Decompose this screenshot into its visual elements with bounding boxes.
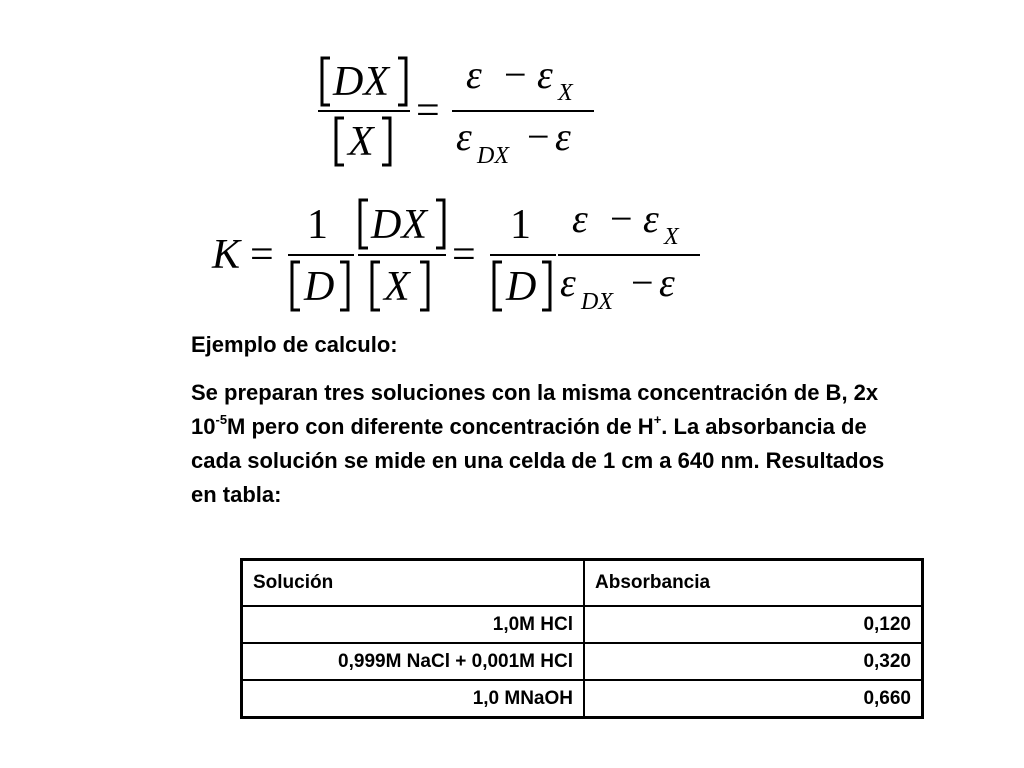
equation-2 bbox=[211, 196, 700, 315]
eq1-minus: − bbox=[504, 52, 527, 97]
exponent: -5 bbox=[215, 411, 228, 427]
results-table bbox=[240, 558, 924, 719]
charge: + bbox=[653, 411, 662, 427]
paragraph-text: Se preparan tres soluciones con la misma concentración de B, 2x 10 bbox=[191, 380, 879, 439]
eq2-epsilon: ε bbox=[659, 260, 675, 305]
eq1-equals: = bbox=[416, 88, 440, 134]
eq2-sub-x: X bbox=[664, 224, 679, 250]
eq2-minus: − bbox=[610, 196, 633, 241]
equations bbox=[0, 0, 1024, 330]
eq2-equals: = bbox=[250, 232, 274, 278]
header-solucion: Solución bbox=[242, 560, 585, 607]
eq1-epsilon: ε bbox=[466, 52, 482, 97]
eq2-equals: = bbox=[452, 232, 476, 278]
eq2-sub-dx: DX bbox=[581, 289, 613, 315]
eq1-sub-x: X bbox=[558, 80, 573, 106]
eq1-epsilon: ε bbox=[456, 114, 472, 159]
eq2-one: 1 bbox=[307, 202, 328, 248]
bracket-left bbox=[494, 262, 502, 310]
eq1-minus: − bbox=[527, 114, 550, 159]
bracket-right bbox=[398, 58, 406, 105]
bracket-left bbox=[372, 262, 380, 310]
cell-solution: 1,0 MNaOH bbox=[242, 680, 585, 718]
bracket-right bbox=[420, 262, 428, 310]
eq1-epsilon: ε bbox=[555, 114, 571, 159]
example-heading: Ejemplo de calculo: bbox=[191, 332, 398, 357]
bracket-left bbox=[336, 118, 344, 165]
eq2-k-symbol: K bbox=[212, 232, 241, 278]
header-absorbancia: Absorbancia bbox=[584, 560, 923, 607]
bracket-right bbox=[542, 262, 550, 310]
eq2-dx: DX bbox=[371, 202, 427, 248]
eq2-epsilon: ε bbox=[560, 260, 576, 305]
cell-solution: 1,0M HCl bbox=[242, 606, 585, 643]
table-row bbox=[242, 643, 923, 680]
table-row bbox=[242, 606, 923, 643]
cell-absorbance: 0,120 bbox=[584, 606, 923, 643]
bracket-left bbox=[322, 58, 330, 105]
bracket-right bbox=[340, 262, 348, 310]
eq2-one: 1 bbox=[510, 202, 531, 248]
paragraph-text: . La absorbancia de cada solución se mide en una celda de 1 cm a 640 nm. Resultados en tabla: bbox=[191, 414, 885, 507]
eq2-x: X bbox=[384, 264, 410, 310]
eq1-sub-dx: DX bbox=[477, 143, 509, 169]
cell-absorbance: 0,320 bbox=[584, 643, 923, 680]
eq2-d: D bbox=[506, 264, 537, 310]
bracket-left bbox=[292, 262, 300, 310]
bracket-left bbox=[360, 200, 368, 248]
eq2-minus: − bbox=[631, 260, 654, 305]
table-header-row bbox=[242, 560, 923, 607]
eq1-lhs-denominator: X bbox=[348, 119, 374, 165]
example-paragraph bbox=[191, 376, 891, 512]
cell-absorbance: 0,660 bbox=[584, 680, 923, 718]
eq2-epsilon: ε bbox=[643, 196, 659, 241]
bracket-right bbox=[436, 200, 444, 248]
equation-1 bbox=[318, 52, 594, 169]
eq2-d: D bbox=[304, 264, 335, 310]
eq1-lhs-numerator: DX bbox=[333, 59, 389, 105]
paragraph-text: M pero con diferente concentración de H bbox=[227, 414, 654, 439]
cell-solution: 0,999M NaCl + 0,001M HCl bbox=[242, 643, 585, 680]
eq1-epsilon: ε bbox=[537, 52, 553, 97]
bracket-right bbox=[382, 118, 390, 165]
eq2-epsilon: ε bbox=[572, 196, 588, 241]
table-row bbox=[242, 680, 923, 718]
